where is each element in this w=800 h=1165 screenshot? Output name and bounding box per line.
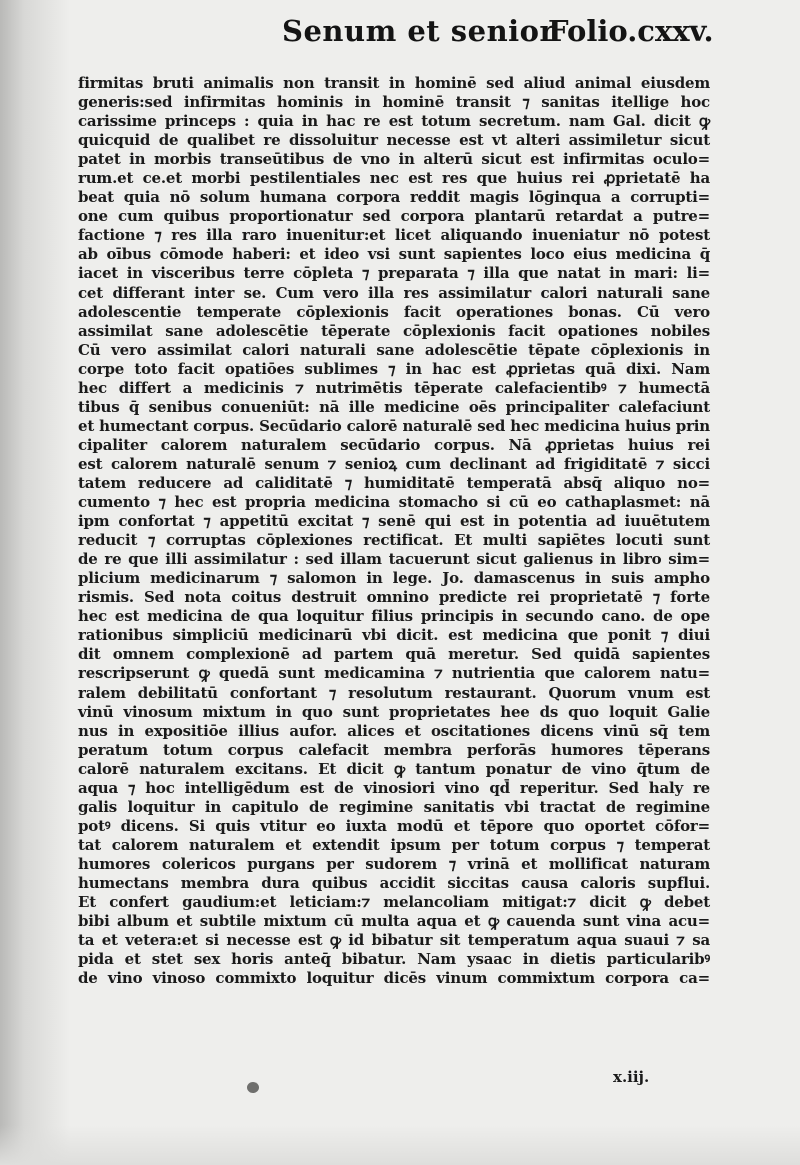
text-line: de re que illi assimilatur : sed illam tacuerunt sicut galienus in libro sim=	[78, 550, 710, 569]
text-line: patet in morbis transeūtibus de vno in alterū sicut est infirmitas oculo=	[78, 150, 710, 169]
text-line: calorē naturalem excitans. Et dicit ꝙ tantum ponatur de vino q̄tum de	[78, 759, 710, 778]
text-line: peratum totum corpus calefacit membra perforās humores tēperans	[78, 740, 710, 759]
text-line: humectans membra dura quibus accidit siccitas causa caloris supflui.	[78, 873, 710, 892]
text-line: tibus q̄ senibus conueniūt: nā ille medicine oēs principaliter calefaciunt	[78, 397, 710, 416]
text-line: hec est medicina de qua loquitur filius principis in secundo cano. de ope	[78, 607, 710, 626]
text-line: adolescentie temperate cōplexionis facit operationes bonas. Cū vero	[78, 302, 710, 321]
text-line: cet differant inter se. Cum vero illa res assimilatur calori naturali sane	[78, 283, 710, 302]
text-line: ab oībus cōmode haberi: et ideo vsi sunt sapientes loco eius medicina q̄	[78, 245, 710, 264]
text-line: hec differt a medicinis ⁊ nutrimētis tēperate calefacientibꝰ ⁊ humectā	[78, 378, 710, 397]
folio-number: Folio.cxxv.	[548, 14, 714, 48]
text-line: bibi album et subtile mixtum cū multa aqua et ꝙ cauenda sunt vina acu=	[78, 912, 710, 931]
text-line: rescripserunt ꝙ quedā sunt medicamina ⁊ nutrientia que calorem natu=	[78, 664, 710, 683]
text-line: ipm confortat ⁊ appetitū excitat ⁊ senē qui est in potentia ad iuuētutem	[78, 512, 710, 531]
text-line: reducit ⁊ corruptas cōplexiones rectificat. Et multi sapiētes locuti sunt	[78, 531, 710, 550]
text-line: tat calorem naturalem et extendit ipsum per totum corpus ⁊ temperat	[78, 835, 710, 854]
text-line: nus in expositiōe illius aufor. alices et oscitationes dicens vinū sq̄ tem	[78, 721, 710, 740]
text-line: de vino vinoso commixto loquitur dicēs vinum commixtum corpora ca=	[78, 969, 710, 988]
text-line: carissime princeps : quia in hac re est totum secretum. nam Gal. dicit ꝙ	[78, 112, 710, 131]
signature-mark: x.iij.	[613, 1068, 650, 1086]
text-line: one cum quibus proportionatur sed corpora plantarū retardat a putre=	[78, 207, 710, 226]
bottom-shadow	[0, 1125, 800, 1165]
text-line: rismis. Sed nota coitus destruit omnino predicte rei proprietatē ⁊ forte	[78, 588, 710, 607]
text-line: generis:sed infirmitas hominis in hominē transit ⁊ sanitas itellige hoc	[78, 93, 710, 112]
text-line: vinū vinosum mixtum in quo sunt proprietates hee ds quo loquit Galie	[78, 702, 710, 721]
text-line: humores colericos purgans per sudorem ⁊ vrinā et mollificat naturam	[78, 854, 710, 873]
text-line: pida et stet sex horis anteq̄ bibatur. Nam ysaac in dietis particularibꝰ	[78, 950, 710, 969]
text-line: cipaliter calorem naturalem secūdario corpus. Nā ꝓprietas huius rei	[78, 435, 710, 454]
text-line: rationibus simpliciū medicinarū vbi dicit. est medicina que ponit ⁊ diui	[78, 626, 710, 645]
text-line: iacet in visceribus terre cōpleta ⁊ preparata ⁊ illa que natat in mari: li=	[78, 264, 710, 283]
body-text	[78, 74, 710, 988]
text-line: galis loquitur in capitulo de regimine sanitatis vbi tractat de regimine	[78, 797, 710, 816]
text-line: cumento ⁊ hec est propria medicina stomacho si cū eo cathaplasmet: nā	[78, 493, 710, 512]
ink-spot	[247, 1082, 259, 1093]
text-line: potꝰ dicens. Si quis vtitur eo iuxta modū et tēpore quo oportet cōfor=	[78, 816, 710, 835]
gutter-shadow	[0, 0, 70, 1165]
text-line: dit omnem complexionē ad partem quā meretur. Sed quidā sapientes	[78, 645, 710, 664]
text-line: quicquid de qualibet re dissoluitur necesse est vt alteri assimiletur sicut	[78, 131, 710, 150]
running-title: Senum et senior	[282, 14, 556, 48]
text-line: firmitas bruti animalis non transit in hominē sed aliud animal eiusdem	[78, 74, 710, 92]
text-line: aqua ⁊ hoc intelligēdum est de vinosiori vino qd̄ reperitur. Sed haly re	[78, 778, 710, 797]
text-line: ta et vetera:et si necesse est ꝙ id bibatur sit temperatum aqua suaui ⁊ sa	[78, 931, 710, 950]
text-line: tatem reducere ad caliditatē ⁊ humiditatē temperatā absq̄ aliquo no=	[78, 473, 710, 492]
text-line: ralem debilitatū confortant ⁊ resolutum restaurant. Quorum vnum est	[78, 683, 710, 702]
text-line: beat quia nō solum humana corpora reddit magis lōginqua a corrupti=	[78, 188, 710, 207]
text-line: rum.et ce.et morbi pestilentiales nec est res que huius rei ꝓprietatē ha	[78, 169, 710, 188]
text-line: assimilat sane adolescētie tēperate cōplexionis facit opationes nobiles	[78, 321, 710, 340]
text-line: et humectant corpus. Secūdario calorē naturalē sed hec medicina huius prin	[78, 416, 710, 435]
text-line: Cū vero assimilat calori naturali sane adolescētie tēpate cōplexionis in	[78, 340, 710, 359]
text-line: plicium medicinarum ⁊ salomon in lege. Jo. damascenus in suis ampho	[78, 569, 710, 588]
text-line: corpe toto facit opatiōes sublimes ⁊ in hac est ꝓprietas quā dixi. Nam	[78, 359, 710, 378]
text-line: est calorem naturalē senum ⁊ senioꝝ cum declinant ad frigiditatē ⁊ sicci	[78, 454, 710, 473]
text-line: Et confert gaudium:et leticiam:⁊ melancoliam mitigat:⁊ dicit ꝙ debet	[78, 893, 710, 912]
text-line: factione ⁊ res illa raro inuenitur:et licet aliquando inueniatur nō potest	[78, 226, 710, 245]
